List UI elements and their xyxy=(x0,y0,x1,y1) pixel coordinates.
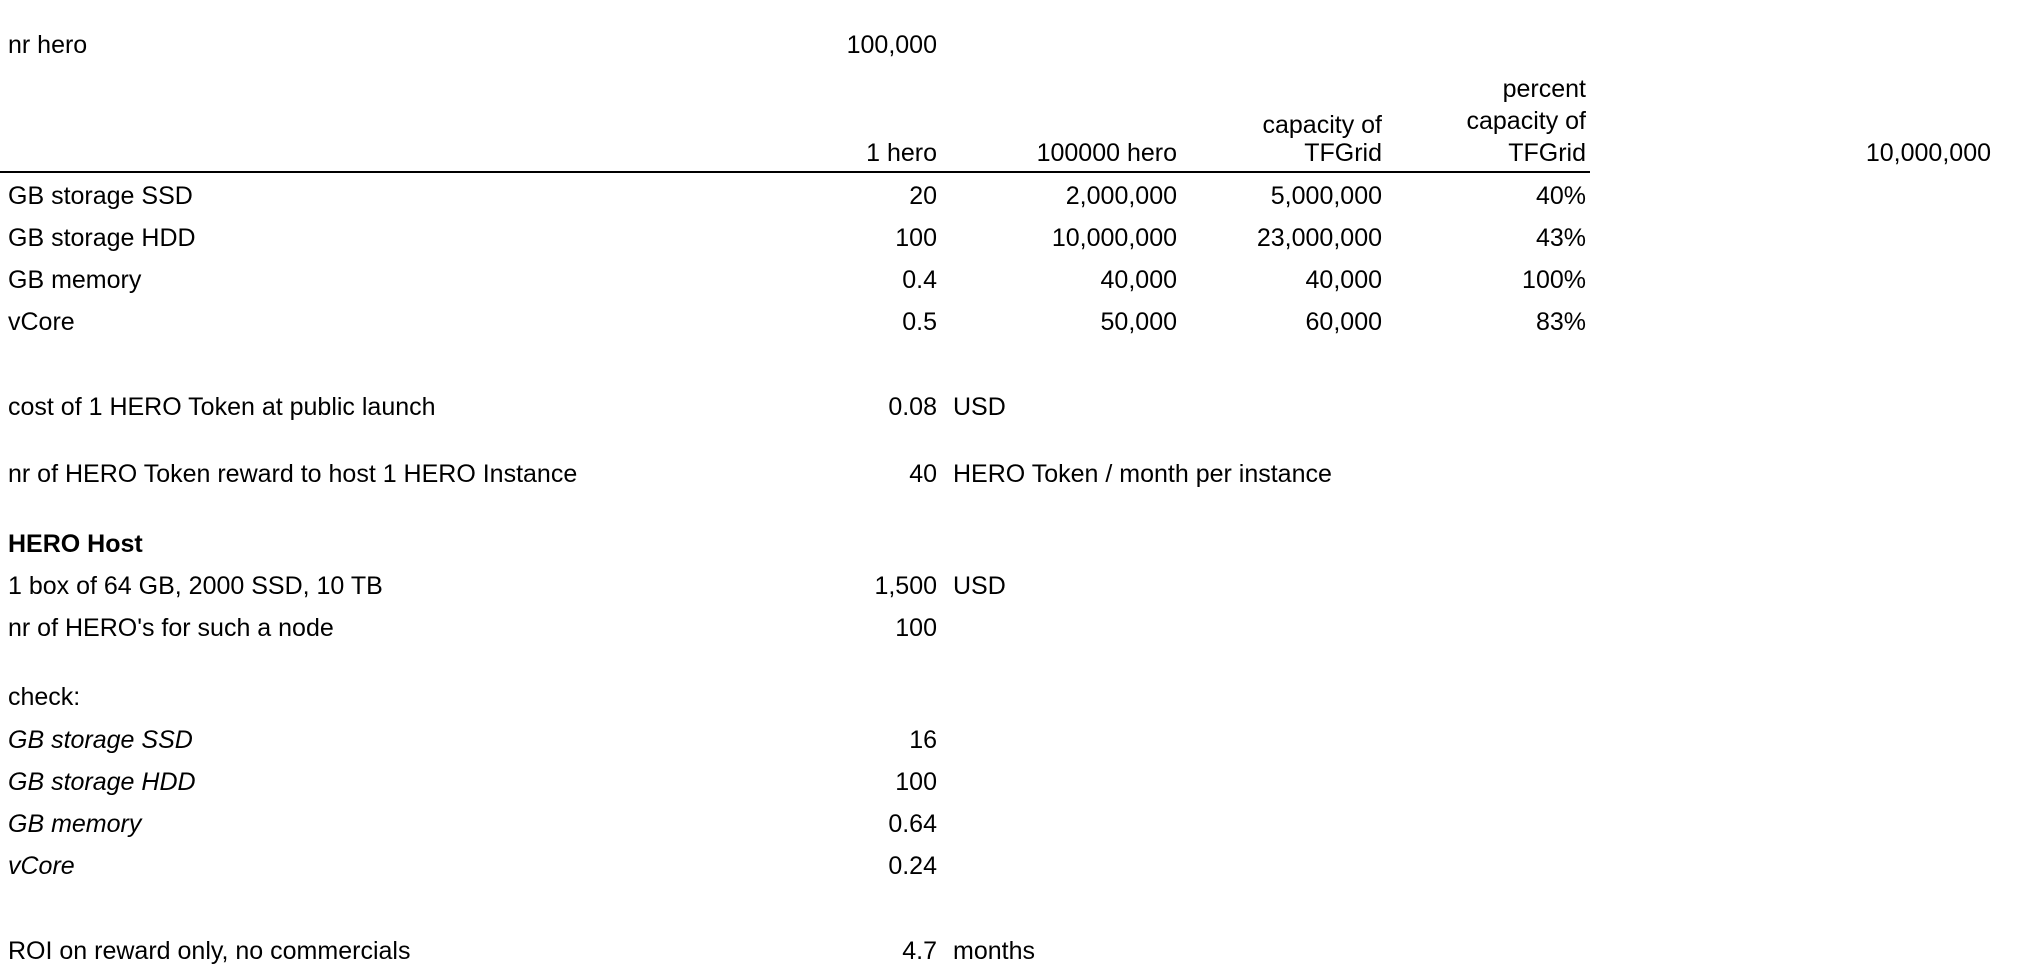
resource-capacity: 5,000,000 xyxy=(1270,182,1382,210)
hero-host-nodes-value: 100 xyxy=(895,614,937,642)
nr-hero-label: nr hero xyxy=(8,31,88,59)
check-value: 0.24 xyxy=(888,852,937,880)
token-cost-label: cost of 1 HERO Token at public launch xyxy=(8,393,436,421)
header-divider xyxy=(0,171,1590,173)
hero-host-box-label: 1 box of 64 GB, 2000 SSD, 10 TB xyxy=(8,572,383,600)
header-100000-hero: 100000 hero xyxy=(1036,139,1177,167)
token-reward-value: 40 xyxy=(909,460,937,488)
resource-capacity: 40,000 xyxy=(1305,266,1382,294)
resource-percent: 100% xyxy=(1522,266,1586,294)
resource-label: GB storage HDD xyxy=(8,224,196,252)
resource-label: GB memory xyxy=(8,266,142,294)
check-value: 16 xyxy=(909,726,937,754)
check-value: 100 xyxy=(895,768,937,796)
hero-host-nodes-label: nr of HERO's for such a node xyxy=(8,614,334,642)
resource-label: GB storage SSD xyxy=(8,182,193,210)
resource-1-hero: 0.4 xyxy=(902,266,937,294)
resource-100000-hero: 10,000,000 xyxy=(1051,224,1177,252)
resource-label: vCore xyxy=(8,308,75,336)
roi-label: ROI on reward only, no commercials xyxy=(8,937,411,965)
resource-1-hero: 20 xyxy=(909,182,937,210)
resource-1-hero: 100 xyxy=(895,224,937,252)
check-value: 0.64 xyxy=(888,810,937,838)
hero-host-box-unit: USD xyxy=(953,572,1006,600)
header-percent-line2: capacity of xyxy=(1466,107,1586,135)
roi-unit: months xyxy=(953,937,1035,965)
check-label: GB memory xyxy=(8,810,142,838)
header-percent-line3: TFGrid xyxy=(1508,139,1586,167)
check-label: vCore xyxy=(8,852,75,880)
check-label: GB storage SSD xyxy=(8,726,193,754)
token-cost-unit: USD xyxy=(953,393,1006,421)
resource-percent: 40% xyxy=(1535,182,1586,210)
header-capacity-line2: TFGrid xyxy=(1304,139,1382,167)
check-title: check: xyxy=(8,683,81,711)
header-percent-line1: percent xyxy=(1502,75,1586,103)
nr-hero-value: 100,000 xyxy=(846,31,937,59)
resource-capacity: 60,000 xyxy=(1305,308,1382,336)
resource-percent: 83% xyxy=(1535,308,1586,336)
far-right-value: 10,000,000 xyxy=(1865,139,1991,167)
token-cost-value: 0.08 xyxy=(888,393,937,421)
check-label: GB storage HDD xyxy=(8,768,196,796)
resource-capacity: 23,000,000 xyxy=(1256,224,1382,252)
resource-1-hero: 0.5 xyxy=(902,308,937,336)
resource-100000-hero: 2,000,000 xyxy=(1065,182,1177,210)
hero-host-title: HERO Host xyxy=(8,530,143,558)
resource-percent: 43% xyxy=(1535,224,1586,252)
hero-host-box-value: 1,500 xyxy=(874,572,937,600)
resource-100000-hero: 40,000 xyxy=(1100,266,1177,294)
header-1-hero: 1 hero xyxy=(866,139,937,167)
token-reward-unit: HERO Token / month per instance xyxy=(953,460,1332,488)
roi-value: 4.7 xyxy=(902,937,937,965)
resource-100000-hero: 50,000 xyxy=(1100,308,1177,336)
token-reward-label: nr of HERO Token reward to host 1 HERO Instance xyxy=(8,460,578,488)
header-capacity-line1: capacity of xyxy=(1262,111,1382,139)
